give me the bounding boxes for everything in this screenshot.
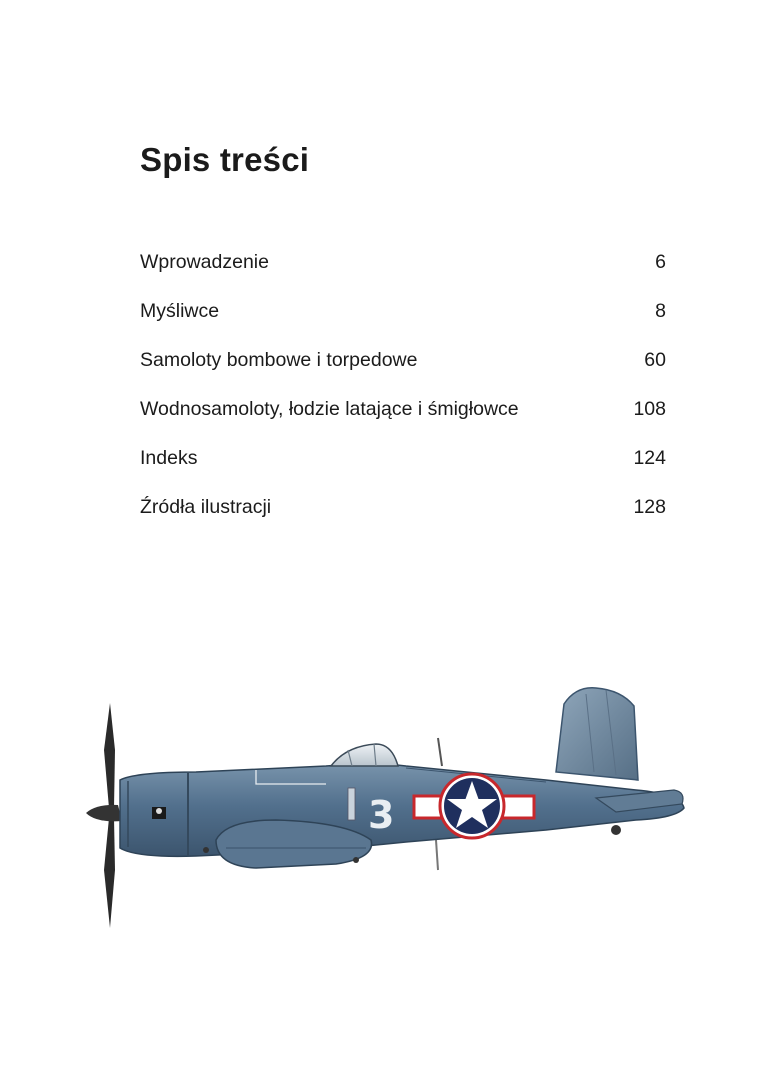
toc-entry[interactable] [140, 438, 666, 487]
corsair-illustration [76, 680, 696, 940]
propeller-spinner [86, 805, 122, 821]
toc-entry-title: Myśliwce [140, 300, 220, 322]
page-title: Spis treści [140, 141, 310, 178]
canopy [331, 744, 398, 766]
toc-entry[interactable] [140, 389, 666, 438]
toc-entry-page: 8 [655, 300, 666, 322]
toc-entry-page: 6 [655, 251, 666, 273]
toc-entry[interactable] [140, 340, 666, 389]
toc-entry[interactable] [140, 487, 666, 536]
toc-entry-title: Wprowadzenie [140, 251, 269, 273]
toc-entry-title: Źródła ilustracji [140, 496, 272, 518]
fuselage [120, 764, 684, 856]
toc-entry-page: 128 [633, 496, 666, 518]
table-of-contents [140, 242, 666, 536]
toc-entry-title: Wodnosamoloty, łodzie latające i śmigłowce [140, 398, 519, 420]
toc-entry[interactable] [140, 291, 666, 340]
toc-entry[interactable] [140, 242, 666, 291]
toc-entry-page: 60 [644, 349, 666, 371]
toc-entry-page: 108 [633, 398, 666, 420]
toc-entry-page: 124 [633, 447, 666, 469]
toc-entry-title: Indeks [140, 447, 198, 469]
propeller-blade-top [104, 703, 115, 808]
fuselage-number: 3 [368, 793, 395, 837]
propeller-blade-bottom [104, 818, 115, 928]
tail-fin [556, 688, 638, 780]
toc-entry-title: Samoloty bombowe i torpedowe [140, 349, 418, 371]
